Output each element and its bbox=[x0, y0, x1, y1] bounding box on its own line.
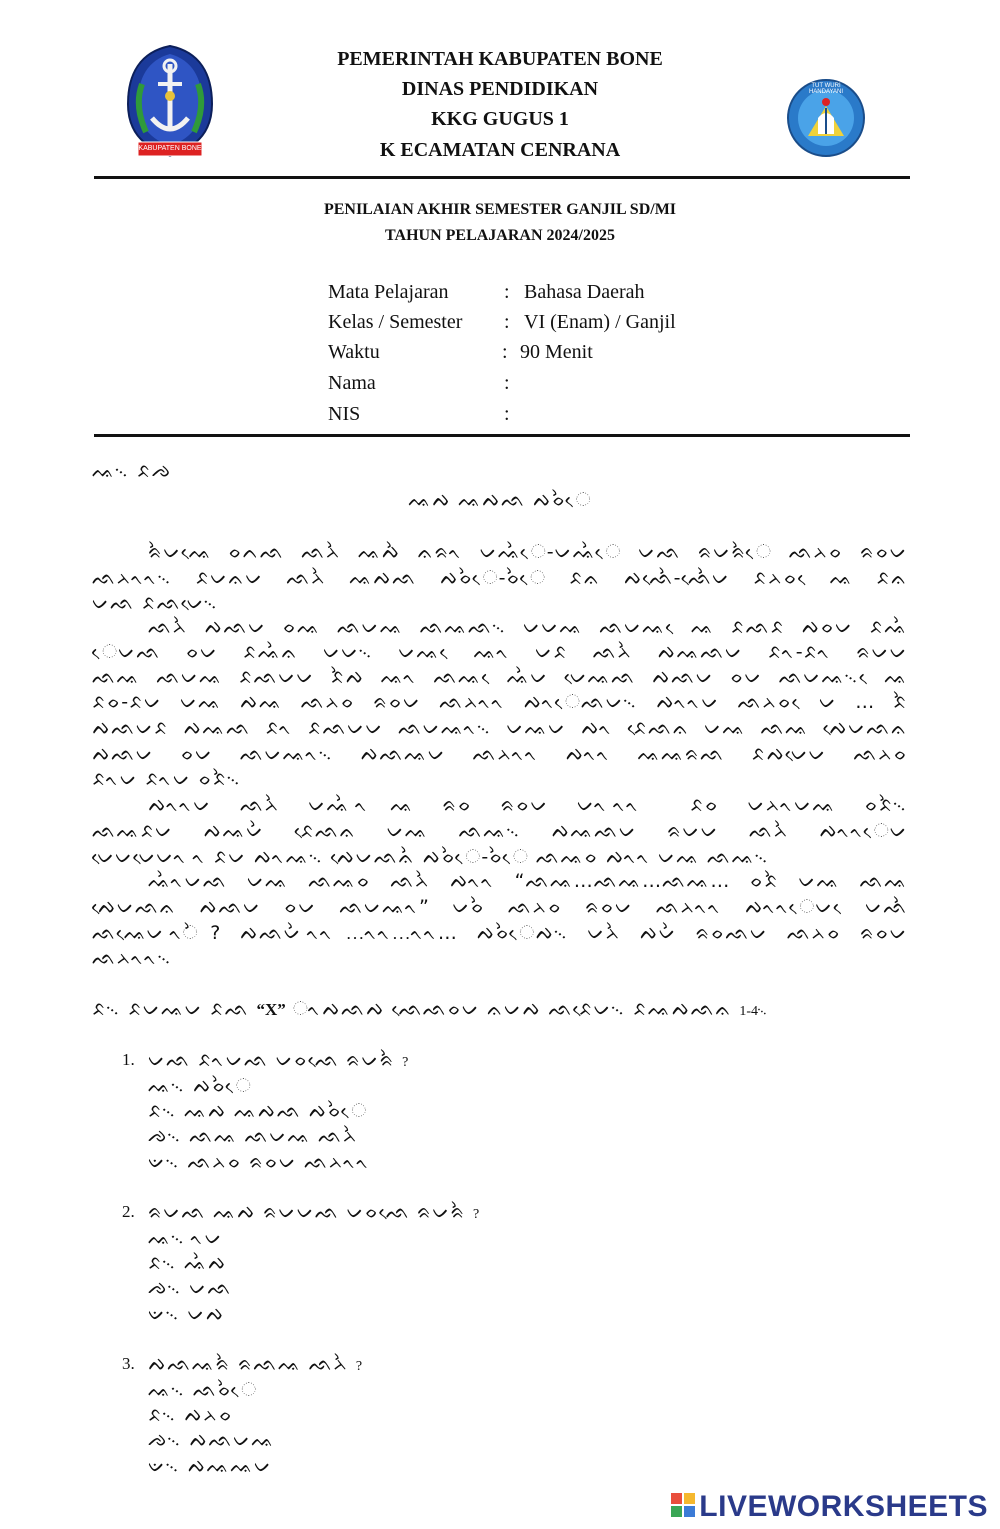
option-a[interactable]: ᨕ᨞ ᨚᨆ bbox=[148, 1227, 223, 1249]
question-stem bbox=[148, 1049, 408, 1071]
story-line: ᨒᨕᨅᨆ ᨄᨕᨆᨛ ᨅᨙᨒᨊ ᨆᨕ ᨒᨕ᨞ ᨄᨕᨒᨆ ᨑᨆᨆ ᨒᨂᨛ ᨄᨚᨚᨙᨆ bbox=[92, 820, 908, 842]
option-b[interactable]: ᨅ᨞ ᨕᨄ ᨕᨄᨒ ᨄᨔᨛᨙ bbox=[148, 1100, 368, 1122]
info-separator: : bbox=[504, 311, 510, 333]
instruction-range: 1-4᨞ bbox=[739, 1004, 768, 1019]
story-line: ᨕᨛᨚᨆᨒ ᨆᨕ ᨒᨕᨔ ᨒᨂᨛ ᨄᨚᨚ “ᨒᨕ…ᨒᨕ…ᨒᨕ… ᨔᨅᨛ ᨆᨕ ᨒᨕ bbox=[148, 870, 908, 892]
option-a[interactable]: ᨕ᨞ ᨄᨔᨛᨙ bbox=[148, 1075, 252, 1097]
question-number: 1. bbox=[122, 1050, 135, 1069]
story-line: ᨒᨕ ᨒᨆᨕ ᨅᨒᨆᨆ ᨅᨛᨄ ᨕᨚ ᨒᨕ ᨙᨕᨛᨆ ᨆᨙᨕᨒ ᨄᨒᨆ ᨔᨆ ᨒᨆᨕ᨞ ᨙᨕ bbox=[92, 666, 908, 688]
question-stem-text: ᨄᨒᨕᨑᨛ ᨑᨒᨕ ᨒᨂᨛ bbox=[148, 1353, 349, 1375]
question-number: 2. bbox=[122, 1202, 135, 1221]
section-b-instruction bbox=[92, 998, 768, 1020]
story-line: ᨒᨂᨛ ᨄᨒᨆ ᨔᨕ ᨒᨆᨕ ᨒᨕᨒ᨞ ᨆᨆᨕ ᨒᨆᨕ ᨙᨕ ᨅᨒᨅ ᨄᨔᨆ ᨅᨕᨛ bbox=[148, 616, 908, 638]
header-line-1: PEMERINTAH KABUPATEN BONE bbox=[337, 48, 663, 70]
section-a-heading: ᨕ᨞ ᨅᨌ bbox=[92, 460, 172, 482]
header-divider bbox=[94, 176, 910, 179]
name-field[interactable] bbox=[524, 372, 724, 396]
info-separator: : bbox=[504, 372, 510, 394]
story-line: ᨒᨂᨚᨚ᨞ ᨅᨆᨊᨆ ᨒᨂᨛ ᨕᨄᨒ ᨄᨔᨛᨙ-ᨔᨛᨙ ᨅᨊ ᨄᨒᨙᨛ-ᨒᨙᨛᨆ ᨅᨂᨔ ᨙᨕ ᨅᨊ bbox=[92, 567, 908, 589]
option-d[interactable]: ᨉ᨞ ᨒᨂᨔ ᨑᨔᨆ ᨒᨂᨚᨚ bbox=[148, 1151, 371, 1173]
question-stem bbox=[148, 1353, 362, 1375]
option-b[interactable]: ᨅ᨞ ᨕᨛᨄ bbox=[148, 1252, 227, 1274]
question-mark: ? bbox=[355, 1359, 363, 1374]
story-line: ᨒᨂᨚᨚ᨞ bbox=[92, 947, 173, 969]
option-c[interactable]: ᨌ᨞ ᨄᨒᨆᨕ bbox=[148, 1429, 275, 1451]
info-value: Bahasa Daerah bbox=[524, 281, 645, 303]
question-stem bbox=[148, 1201, 479, 1223]
brand-text: LIVEWORKSHEETS bbox=[699, 1490, 988, 1523]
left-logo-caption: KABUPATEN BONE bbox=[138, 145, 202, 152]
story-line: ᨆᨒ ᨅᨒᨆᨙ᨞ bbox=[92, 592, 219, 614]
story-line: ᨅᨔ-ᨅᨆ ᨆᨕ ᨄᨕ ᨒᨂᨔ ᨑᨔᨆ ᨒᨂᨚᨚ ᨄᨚᨙᨒᨆ᨞ ᨄᨚᨚᨆ ᨒᨂᨔ ᨙᨆ … ᨅᨛ bbox=[92, 691, 908, 713]
info-label: Mata Pelajaran bbox=[328, 281, 449, 303]
liveworksheets-brand[interactable] bbox=[671, 1490, 988, 1525]
exam-title-1: PENILAIAN AKHIR SEMESTER GANJIL SD/MI bbox=[323, 201, 677, 218]
story-title: ᨕᨄ ᨕᨄᨒ ᨄᨔᨛᨙ bbox=[408, 489, 592, 511]
question-mark: ? bbox=[402, 1055, 409, 1070]
story-line: ᨆᨙᨆᨆᨙᨆᨚ ᨚ ᨅᨆ ᨄᨚᨕ᨞ ᨄᨙᨆᨒᨊᨛ ᨄᨔᨛᨙ-ᨔᨛᨙ ᨒᨕᨔ ᨄᨚᨚ ᨆᨕ ᨒᨕ᨞ bbox=[92, 846, 770, 868]
story-line: ᨑᨛᨆᨕᨙ ᨔᨈᨒ ᨒᨂᨛ ᨕᨄᨛ ᨊᨑᨚ ᨆᨕᨛᨙ-ᨆᨕᨛᨙ ᨆᨒ ᨑᨆᨑᨛᨙ ᨒᨂᨔ ᨑᨔᨆ bbox=[148, 541, 908, 563]
question-number: 3. bbox=[122, 1354, 135, 1373]
right-logo-caption: TUT WURI HANDAYANI bbox=[808, 83, 844, 95]
story-line: ᨄᨙᨆᨒᨊ ᨄᨒᨆ ᨔᨆ ᨒᨆᨕᨚ” ᨆᨔᨛ ᨒᨂᨔ ᨑᨔᨆ ᨒᨂᨚᨚ ᨄᨚᨚᨙᨆ ᨙᨆᨒᨛ bbox=[92, 896, 908, 918]
info-separator: : bbox=[504, 281, 510, 303]
nis-field[interactable] bbox=[524, 403, 724, 427]
info-label: NIS bbox=[328, 403, 361, 425]
info-separator: : bbox=[502, 341, 508, 363]
info-label: Kelas / Semester bbox=[328, 311, 463, 333]
story-line: ᨄᨒᨆ ᨔᨆ ᨒᨆᨕᨚ᨞ ᨄᨒᨕᨆ ᨒᨂᨚᨚ ᨄᨚᨚ ᨕᨕᨑᨒ ᨅᨄᨆᨙᨆ ᨒᨂᨔ bbox=[92, 743, 908, 765]
story-line: ᨅᨚᨆ ᨅᨚᨆ ᨔᨅᨛ᨞ bbox=[92, 768, 242, 790]
question-stem-text: ᨑᨆᨒ ᨕᨄ ᨑᨆᨆᨒ ᨆᨔᨒᨙ ᨑᨆᨑᨛ bbox=[148, 1201, 466, 1223]
option-d[interactable]: ᨉ᨞ ᨄᨕᨕᨆ bbox=[148, 1455, 273, 1477]
info-label: Waktu bbox=[328, 341, 380, 363]
instruction-x-mark: “X” bbox=[256, 1000, 286, 1019]
exam-title-2: TAHUN PELAJARAN 2024/2025 bbox=[385, 227, 615, 244]
question-mark: ? bbox=[472, 1207, 480, 1222]
info-value: 90 Menit bbox=[520, 341, 593, 363]
option-b[interactable]: ᨅ᨞ ᨄᨂᨔ bbox=[148, 1404, 234, 1426]
option-c[interactable]: ᨌ᨞ ᨆᨒ bbox=[148, 1277, 233, 1299]
question-stem-text: ᨆᨒ ᨅᨚᨆᨒ ᨆᨔᨒᨙ ᨑᨆᨑᨛ bbox=[148, 1049, 396, 1071]
header-line-2: DINAS PENDIDIKAN bbox=[401, 78, 599, 100]
header-line-4: K ECAMATAN CENRANA bbox=[379, 139, 621, 161]
instruction-text-2: ᨚᨄᨒᨄ ᨒᨙᨒᨔᨆ ᨊᨆᨄ ᨒᨅᨙᨆ᨞ ᨅᨕᨄᨒᨊ bbox=[292, 998, 733, 1020]
instruction-text: ᨅ᨞ ᨅᨆᨕᨆ ᨅᨒ bbox=[92, 998, 250, 1020]
info-separator: : bbox=[504, 403, 510, 425]
header-line-3: KKG GUGUS 1 bbox=[431, 108, 569, 130]
story-line: ᨄᨒᨆᨅ ᨄᨕᨒ ᨅᨚ ᨅᨒᨆᨆ ᨒᨆᨕᨚ᨞ ᨆᨕᨆ ᨄᨚ ᨅᨙᨒᨊ ᨆᨕ ᨒᨕ ᨄᨙᨆᨒᨊ bbox=[92, 717, 908, 739]
info-label: Nama bbox=[328, 372, 376, 394]
option-a[interactable]: ᨕ᨞ ᨒᨔᨛᨙ bbox=[148, 1379, 258, 1401]
liveworksheets-logo-icon bbox=[671, 1491, 695, 1525]
story-line: ᨄᨚᨚᨆ ᨒᨂᨛ ᨆᨕᨛ ᨚᨕ ᨑᨔ ᨑᨔᨆ ᨆᨚ ᨚᨚ ᨅᨔ ᨆᨂᨚᨆᨕ ᨔᨅᨛ᨞ bbox=[148, 794, 908, 816]
option-c[interactable]: ᨌ᨞ ᨒᨕ ᨒᨆᨕ ᨒᨂᨛ bbox=[148, 1125, 359, 1147]
info-divider bbox=[94, 434, 910, 437]
story-line: ᨙᨆᨒ ᨔᨆ ᨅᨕᨛᨊ ᨆᨆ᨞ ᨆᨕ ᨙᨕᨚ ᨆᨅ ᨒᨂᨛ ᨄᨕᨒᨆ ᨅᨚ-ᨅᨚ ᨑᨆᨆ bbox=[92, 641, 908, 663]
story-line: ᨒᨕᨙᨆ ᨚᨛ? ᨄᨒᨆᨛ ᨚᨚ…ᨚᨚ…ᨚᨚ… ᨄᨔᨛᨙᨄ᨞ ᨆᨂᨛ ᨄᨆᨛ ᨑᨔᨒᨆ ᨒᨂᨔ ᨑᨔᨆ bbox=[92, 922, 908, 944]
info-value: VI (Enam) / Ganjil bbox=[524, 311, 676, 333]
option-d[interactable]: ᨉ᨞ ᨆᨄ bbox=[148, 1303, 225, 1325]
